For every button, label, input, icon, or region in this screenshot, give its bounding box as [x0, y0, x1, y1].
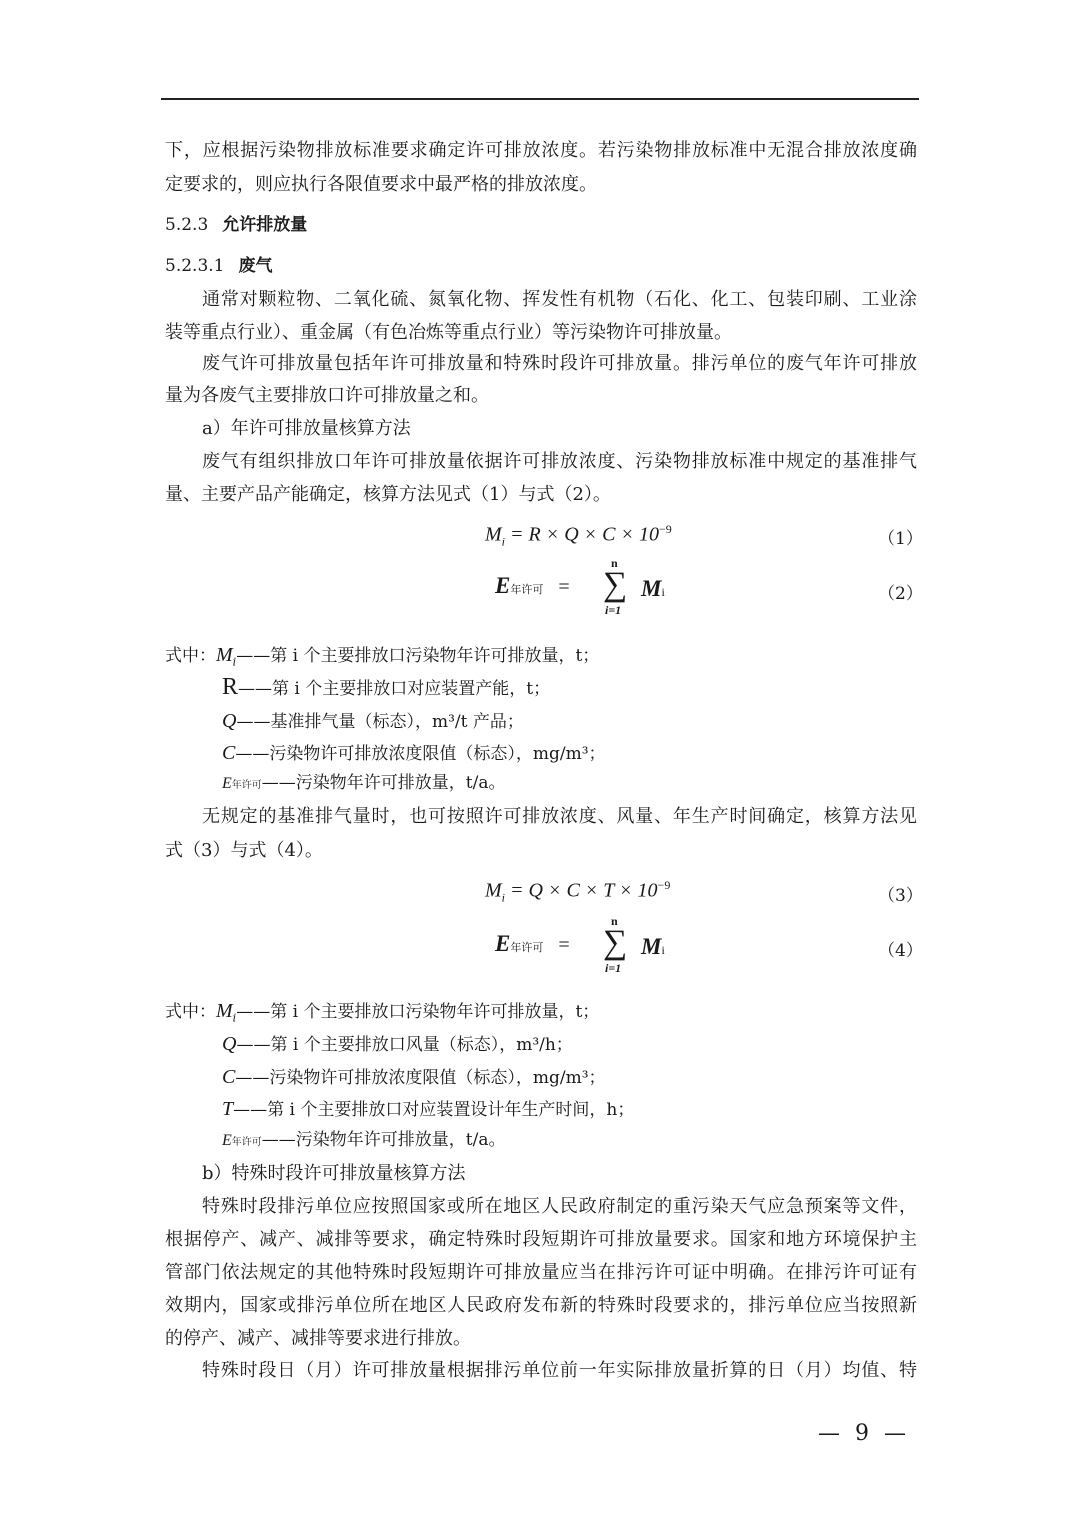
para5-line-2: 根据停产、减产、减排等要求，确定特殊时段短期许可排放量要求。国家和地方环境保护主	[165, 1229, 917, 1250]
section-title: 允许排放量	[222, 215, 308, 235]
para3-line-2: 量、主要产品产能确定，核算方法见式（1）与式（2）。	[165, 484, 611, 505]
continuation-line-2: 定要求的，则应执行各限值要求中最严格的排放浓度。	[165, 174, 597, 195]
para4-line-2: 式（3）与式（4）。	[165, 840, 323, 861]
equation-4-number: （4）	[878, 941, 923, 961]
para5-line-1: 特殊时段排污单位应按照国家或所在地区人民政府制定的重污染天气应急预案等文件，	[202, 1196, 917, 1217]
equation-1: $M_i = R \times Q \times C \times 10^{-9}$	[485, 522, 672, 549]
para1-line-2: 装等重点行业）、重金属（有色冶炼等重点行业）等污染物许可排放量。	[165, 322, 732, 343]
equation-4-lower: i=1	[605, 961, 622, 975]
para2-line-2: 量为各废气主要排放口许可排放量之和。	[165, 385, 489, 406]
subsection-heading	[165, 255, 917, 277]
subsection-number: 5.2.3.1	[165, 256, 225, 276]
equation-2-rhs: Mi	[641, 576, 665, 601]
equation-2-sigma: ∑	[603, 566, 628, 603]
where1-row-3: Q——基准排气量（标态），m³/t 产品；	[222, 710, 524, 732]
section-heading	[165, 214, 917, 236]
header-rule	[161, 98, 919, 100]
where1-row-4: C——污染物许可排放浓度限值（标态），mg/m³；	[222, 742, 606, 764]
page-number: — 9 —	[818, 1421, 910, 1446]
equation-3: $M_i = Q \times C \times T \times 10^{-9}$	[485, 878, 671, 905]
where2-row-2: Q——第 i 个主要排放口风量（标态），m³/h；	[222, 1033, 573, 1055]
equation-4-sigma: ∑	[603, 924, 628, 961]
where2-row-4: T——第 i 个主要排放口对应装置设计年生产时间，h；	[222, 1098, 635, 1120]
where1-row-1: 式中：$M_i——$第 i 个主要排放口污染物年许可排放量，t；	[165, 644, 600, 669]
where1-row-2: R——第 i 个主要排放口对应装置产能，t；	[222, 674, 551, 700]
equation-3-number: （3）	[878, 886, 923, 906]
equation-4-upper: n	[611, 914, 618, 928]
para4-line-1: 无规定的基准排气量时，也可按照许可排放浓度、风量、年生产时间确定，核算方法见	[202, 806, 917, 827]
where2-row-3: C——污染物许可排放浓度限值（标态），mg/m³；	[222, 1066, 606, 1088]
equation-4-lhs: E年许可 =	[495, 931, 570, 956]
equation-4-rhs: Mi	[641, 934, 665, 959]
para5-line-3: 管部门依法规定的其他特殊时段短期许可排放量应当在排污许可证中明确。在排污许可证有	[165, 1262, 917, 1283]
item-b: b）特殊时段许可排放量核算方法	[202, 1163, 466, 1184]
para1-line-1: 通常对颗粒物、二氧化硫、氮氧化物、挥发性有机物（石化、化工、包装印刷、工业涂	[202, 289, 917, 310]
continuation-line-1: 下，应根据污染物排放标准要求确定许可排放浓度。若污染物排放标准中无混合排放浓度确	[165, 140, 917, 161]
subsection-title: 废气	[238, 256, 273, 276]
where2-row-1: 式中：$M_i——$第 i 个主要排放口污染物年许可排放量，t；	[165, 1000, 600, 1025]
para5-line-5: 的停产、减产、减排等要求进行排放。	[165, 1328, 471, 1349]
equation-2-upper: n	[611, 556, 618, 570]
equation-2-number: （2）	[878, 584, 923, 604]
para2-line-1: 废气许可排放量包括年许可排放量和特殊时段许可排放量。排污单位的废气年许可排放	[202, 353, 917, 374]
where2-row-5: E年许可——污染物年许可排放量，t/a。	[222, 1130, 506, 1150]
equation-2-lower: i=1	[605, 603, 622, 617]
where1-row-5: E年许可——污染物年许可排放量，t/a。	[222, 773, 506, 793]
para6-line-1: 特殊时段日（月）许可排放量根据排污单位前一年实际排放量折算的日（月）均值、特	[202, 1360, 917, 1381]
para5-line-4: 效期内，国家或排污单位所在地区人民政府发布新的特殊时段要求的，排污单位应当按照新	[165, 1295, 917, 1316]
equation-2-lhs: E年许可 =	[495, 573, 570, 598]
equation-1-number: （1）	[878, 529, 923, 549]
section-number: 5.2.3	[165, 215, 209, 235]
item-a: a）年许可排放量核算方法	[202, 418, 411, 439]
para3-line-1: 废气有组织排放口年许可排放量依据许可排放浓度、污染物排放标准中规定的基准排气	[202, 451, 917, 472]
